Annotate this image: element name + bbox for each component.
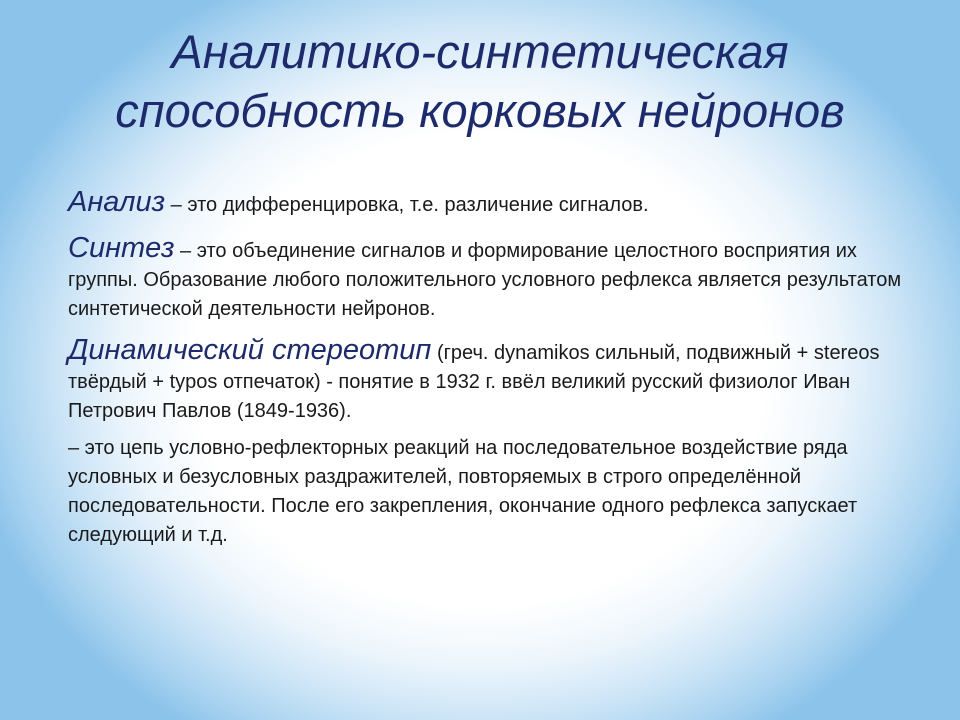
definition-dynamic-stereotype: (греч. dynamikos сильный, подвижный + stereos твёрдый + typos отпечаток) - понятие в 1932 г. ввёл великий русский физиолог Иван Петрович Павлов (1849-1936). (68, 342, 880, 422)
slide-body (68, 188, 908, 560)
slide-title (40, 22, 920, 140)
term-dynamic-stereotype: Динамический стереотип (68, 334, 432, 366)
term-synthesis: Синтез (68, 232, 175, 264)
paragraph-analysis (68, 188, 908, 220)
paragraph-synthesis (68, 234, 908, 324)
stereotype-definition-text: – это цепь условно-рефлекторных реакций на последовательное воздействие ряда условных и безусловных раздражителей, повторяемых в строго определённой последовательности. После его закрепления, окончание одного рефлекса запускает следующий и т.д. (68, 437, 858, 546)
paragraph-dynamic-stereotype (68, 336, 908, 426)
paragraph-stereotype-definition (68, 434, 908, 550)
definition-analysis: – это дифференцировка, т.е. различение сигналов. (165, 194, 649, 216)
term-analysis: Анализ (68, 186, 166, 218)
title-line-1: Аналитико-синтетическая (171, 25, 789, 78)
title-line-2: способность корковых нейронов (115, 84, 845, 137)
definition-synthesis: – это объединение сигналов и формирование целостного восприятия их группы. Образование любого положительного условного рефлекса является результатом синтетической деятельности нейронов. (68, 240, 902, 320)
